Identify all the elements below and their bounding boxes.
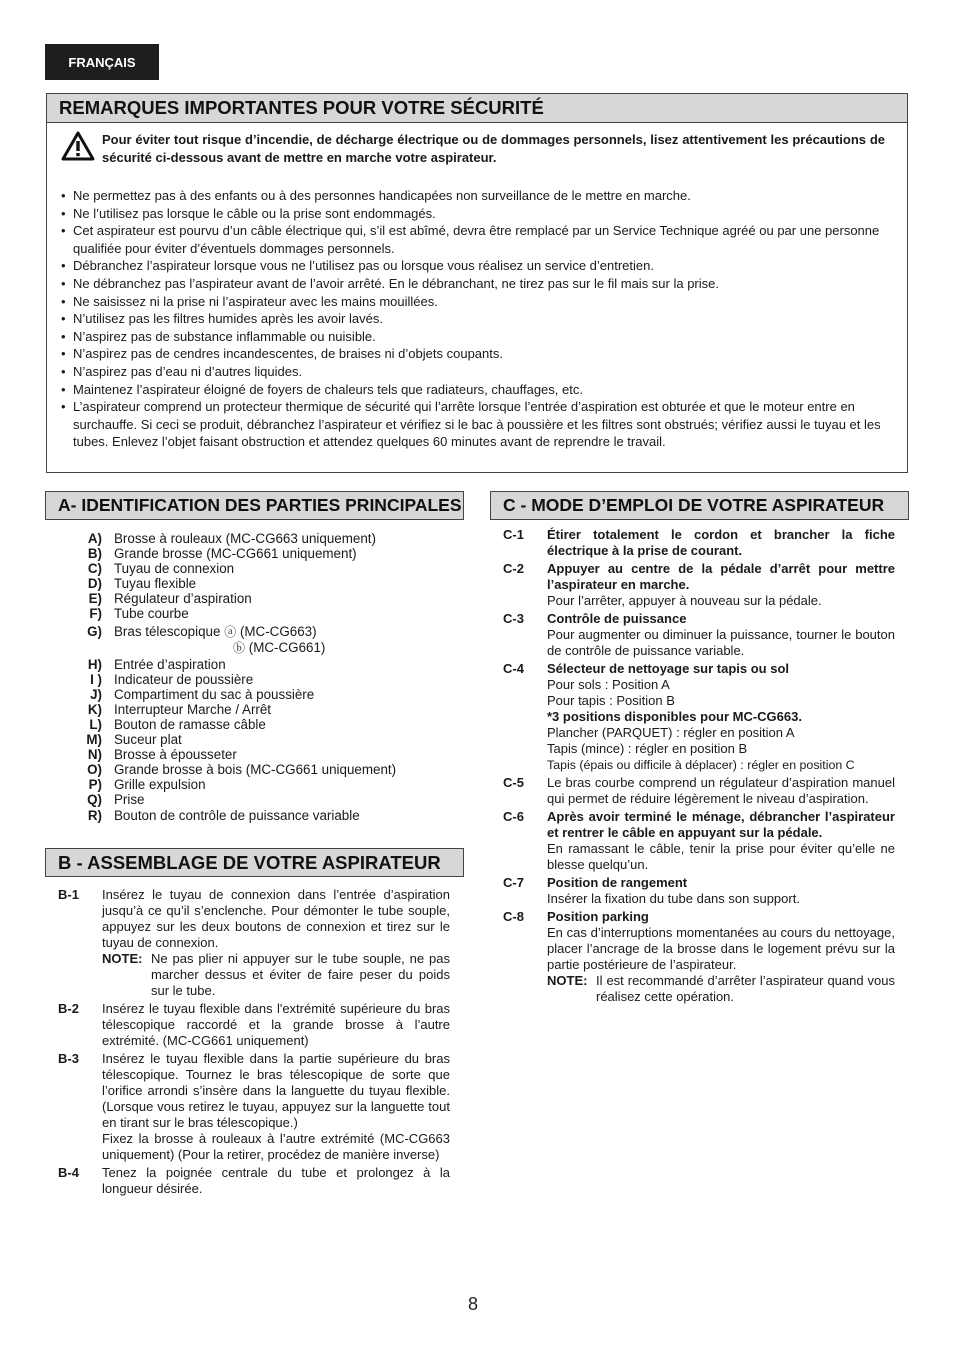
part-label: Bouton de ramasse câble <box>114 716 266 732</box>
step-title: Position de rangement <box>547 875 688 890</box>
part-code: L) <box>89 716 102 732</box>
list-item <box>70 591 460 606</box>
part-code: I ) <box>90 671 102 687</box>
step-code: C-1 <box>503 527 524 542</box>
note <box>547 973 895 1005</box>
list-item: • L’aspirateur comprend un protecteur thermique de sécurité qui l’arrête lorsque l’entrée d’aspiration est obturée et que le moteur entre en surchauffe. Si ceci se produit, débranchez l’aspirateur et vérifiez si le bac à poussière et les filtres sont obstrués; vérifiez aussi le tuyau et les tubes. Enlevez l’objet faisant obstruction et attendez quelques 60 minutes avant de reprendre le travail. <box>61 398 889 451</box>
list-item <box>70 624 460 656</box>
part-code: H) <box>87 656 102 672</box>
section-b-steps <box>58 887 450 1199</box>
step-code: C-8 <box>503 909 524 924</box>
note-label: NOTE: <box>547 973 588 988</box>
note <box>102 951 450 999</box>
language-tab: FRANÇAIS <box>45 44 159 80</box>
step-text: Tapis (épais ou difficile à déplacer) : régler en position C <box>547 758 855 772</box>
part-code: G) <box>87 623 102 639</box>
step-code: B-4 <box>58 1165 79 1180</box>
step-text: Pour sols : Position A <box>547 677 670 692</box>
step-text: Insérez le tuyau flexible dans la partie supérieure du bras télescopique. Tournez le bras télescopique de sorte que l’orifice arrondi s’insère dans la languette du tuyau flexible. (Lorsque vous retirez le tuyau, appuyez sur la languette tout en tirant sur le bras télescopique.) <box>102 1051 450 1130</box>
list-item <box>70 777 460 792</box>
section-b-title: B - ASSEMBLAGE DE VOTRE ASPIRATEUR <box>45 848 464 877</box>
part-label: Bouton de contrôle de puissance variable <box>114 807 360 823</box>
variant-a-marker: ⓐ <box>224 624 237 639</box>
variant-a-text: (MC-CG663) <box>239 623 317 639</box>
part-label: Interrupteur Marche / Arrêt <box>114 701 272 717</box>
step-title: Contrôle de puissance <box>547 611 687 626</box>
list-item: • Cet aspirateur est pourvu d’un câble électrique qui, s’il est abîmé, devra être remplacé par un Service Technique agréé ou par une personne qualifiée pour éviter d’éventuels dommages personnels. <box>61 222 889 257</box>
step-code: C-2 <box>503 561 524 576</box>
part-label: Grande brosse (MC-CG661 uniquement) <box>114 546 357 562</box>
part-code: A) <box>87 531 102 546</box>
step-text: Le bras courbe comprend un régulateur d’aspiration manuel qui permet de réduire légèrement le niveau d’aspiration. <box>547 775 895 806</box>
list-item <box>70 762 460 777</box>
part-label: Régulateur d’aspiration <box>114 591 252 607</box>
part-code: D) <box>87 576 102 592</box>
step-title: Appuyer au centre de la pédale d’arrêt pour mettre l’aspirateur en marche. <box>547 561 895 592</box>
step-code: C-4 <box>503 661 524 676</box>
step-c3 <box>503 611 895 659</box>
step-text: Pour l’arrêter, appuyer à nouveau sur la pédale. <box>547 593 822 608</box>
list-item: • Ne l’utilisez pas lorsque le câble ou la prise sont endommagés. <box>61 205 889 223</box>
part-code: K) <box>87 701 102 717</box>
step-code: C-5 <box>503 775 524 790</box>
list-item <box>70 672 460 687</box>
list-item: • N’aspirez pas de substance inflammable ou nuisible. <box>61 328 889 346</box>
step-text: Fixez la brosse à rouleaux à l’autre extrémité (MC-CG663 uniquement) (Pour la retirer, procédez de manière inverse) <box>102 1131 450 1162</box>
list-item <box>70 657 460 672</box>
note-text: Il est recommandé d’arrêter l’aspirateur quand vous réalisez cette opération. <box>596 973 895 1004</box>
step-c7 <box>503 875 895 907</box>
safety-bullets <box>47 187 907 451</box>
step-title: Étirer totalement le cordon et brancher la fiche électrique à la prise de courant. <box>547 527 895 558</box>
part-code: Q) <box>87 792 102 808</box>
list-item: • N’utilisez pas les filtres humides après les avoir lavés. <box>61 310 889 328</box>
variant-b-text: (MC-CG661) <box>248 639 326 655</box>
step-text: Tapis (mince) : régler en position B <box>547 741 748 756</box>
step-c8 <box>503 909 895 1005</box>
part-label: Tube courbe <box>114 606 189 622</box>
list-item <box>70 606 460 621</box>
safety-section <box>46 93 908 473</box>
step-title: Position parking <box>547 909 649 924</box>
step-c4 <box>503 661 895 773</box>
step-text: Plancher (PARQUET) : régler en position A <box>547 725 795 740</box>
list-item: • Ne débranchez pas l’aspirateur avant de l’avoir arrêté. En le débranchant, ne tirez pas sur le fil mais sur la prise. <box>61 275 889 293</box>
list-item: • Ne permettez pas à des enfants ou à des personnes handicapées non surveillance de le mettre en marche. <box>61 187 889 205</box>
list-item: • Débranchez l’aspirateur lorsque vous ne l’utilisez pas ou lorsque vous réalisez un service d’entretien. <box>61 257 889 275</box>
list-item <box>70 546 460 561</box>
list-item: • Maintenez l’aspirateur éloigné de foyers de chaleurs tels que radiateurs, chauffages, etc. <box>61 381 889 399</box>
list-item <box>70 576 460 591</box>
step-b3 <box>58 1051 450 1163</box>
note-label: NOTE: <box>102 951 143 966</box>
section-c-steps <box>503 527 895 1007</box>
part-label: Brosse à rouleaux (MC-CG663 uniquement) <box>114 531 376 546</box>
variant-b-marker: ⓑ <box>233 640 246 655</box>
list-item <box>70 687 460 702</box>
note-text: Ne pas plier ni appuyer sur le tube souple, ne pas marcher dessus et éviter de faire peser du poids sur le tube. <box>151 951 450 998</box>
part-label: Tuyau de connexion <box>114 561 235 577</box>
list-item: • Ne saisissez ni la prise ni l’aspirateur avec les mains mouillées. <box>61 293 889 311</box>
part-label: Entrée d’aspiration <box>114 656 226 672</box>
part-label: Tuyau flexible <box>114 576 197 592</box>
step-text: Pour tapis : Position B <box>547 693 675 708</box>
part-code: M) <box>86 732 102 748</box>
list-item <box>70 732 460 747</box>
step-code: B-2 <box>58 1001 79 1016</box>
list-item <box>70 531 460 546</box>
step-code: C-6 <box>503 809 524 824</box>
safety-title: REMARQUES IMPORTANTES POUR VOTRE SÉCURITÉ <box>47 94 907 123</box>
page-number: 8 <box>468 1294 479 1314</box>
step-code: B-1 <box>58 887 79 902</box>
step-title: Sélecteur de nettoyage sur tapis ou sol <box>547 661 790 676</box>
warning-text: Pour éviter tout risque d’incendie, de décharge électrique ou de dommages personnels, lisez attentivement les précautions de sécurité ci-dessous avant de mettre en marche votre aspirateur. <box>102 132 885 165</box>
step-b2 <box>58 1001 450 1049</box>
warning-triangle-icon <box>61 131 95 166</box>
step-text: Insérer la fixation du tube dans son support. <box>547 891 800 906</box>
list-item: • N’aspirez pas d’eau ni d’autres liquides. <box>61 363 889 381</box>
part-label: Compartiment du sac à poussière <box>114 686 315 702</box>
step-subtitle: *3 positions disponibles pour MC-CG663. <box>547 709 802 724</box>
warning-row <box>47 131 907 167</box>
step-c1 <box>503 527 895 559</box>
step-c5 <box>503 775 895 807</box>
list-item <box>70 702 460 717</box>
part-code: O) <box>87 762 102 778</box>
parts-list <box>70 531 460 823</box>
step-text: Pour augmenter ou diminuer la puissance, tourner le bouton de contrôle de puissance variable. <box>547 627 895 658</box>
part-label: Grande brosse à bois (MC-CG661 uniquement) <box>114 762 397 778</box>
section-a-title: A- IDENTIFICATION DES PARTIES PRINCIPALES <box>45 491 464 520</box>
part-code: F) <box>89 606 102 622</box>
part-code: N) <box>87 747 102 763</box>
list-item <box>70 561 460 576</box>
list-item: • N’aspirez pas de cendres incandescentes, de braises ni d’objets coupants. <box>61 345 889 363</box>
part-code: R) <box>87 807 102 823</box>
list-item <box>70 747 460 762</box>
part-label: Indicateur de poussière <box>114 671 254 687</box>
part-code: B) <box>87 546 102 562</box>
step-text: Tenez la poignée centrale du tube et prolongez à la longueur désirée. <box>102 1165 450 1196</box>
part-code: E) <box>88 591 102 607</box>
part-label: Suceur plat <box>114 732 182 748</box>
step-b1 <box>58 887 450 999</box>
step-text: En cas d’interruptions momentanées au cours du nettoyage, placer l’ancrage de la brosse dans le logement prévu sur la partie postérieure de l’aspirateur. <box>547 925 895 972</box>
step-code: B-3 <box>58 1051 79 1066</box>
section-c-title: C - MODE D’EMPLOI DE VOTRE ASPIRATEUR <box>490 491 909 520</box>
part-label: Prise <box>114 792 145 808</box>
part-code: C) <box>87 561 102 577</box>
part-label-text: Bras télescopique <box>114 623 221 639</box>
step-c2 <box>503 561 895 609</box>
part-code: J) <box>90 686 102 702</box>
step-c6 <box>503 809 895 873</box>
step-text: Insérez le tuyau flexible dans l'extrémité supérieure du bras télescopique raccordé et la grande brosse à l’autre extrémité. (MC-CG661 uniquement) <box>102 1001 450 1048</box>
part-label: Grille expulsion <box>114 777 206 793</box>
step-code: C-3 <box>503 611 524 626</box>
list-item <box>70 717 460 732</box>
list-item <box>70 792 460 807</box>
step-code: C-7 <box>503 875 524 890</box>
list-item <box>70 808 460 823</box>
step-text: En ramassant le câble, tenir la prise pour éviter qu’elle ne blesse quelqu’un. <box>547 841 895 872</box>
part-label: Brosse à épousseter <box>114 747 237 763</box>
step-text: Insérez le tuyau de connexion dans l’entrée d’aspiration jusqu’à ce qu’il s’enclenche. Pour démonter le tube souple, appuyez sur les deux boutons de connexion et tirez sur le tuyau de connexion. <box>102 887 450 950</box>
part-label <box>114 624 325 656</box>
step-title: Après avoir terminé le ménage, débrancher l’aspirateur et rentrer le câble en appuyant sur la pédale. <box>547 809 895 840</box>
step-b4 <box>58 1165 450 1197</box>
part-code: P) <box>88 777 102 793</box>
